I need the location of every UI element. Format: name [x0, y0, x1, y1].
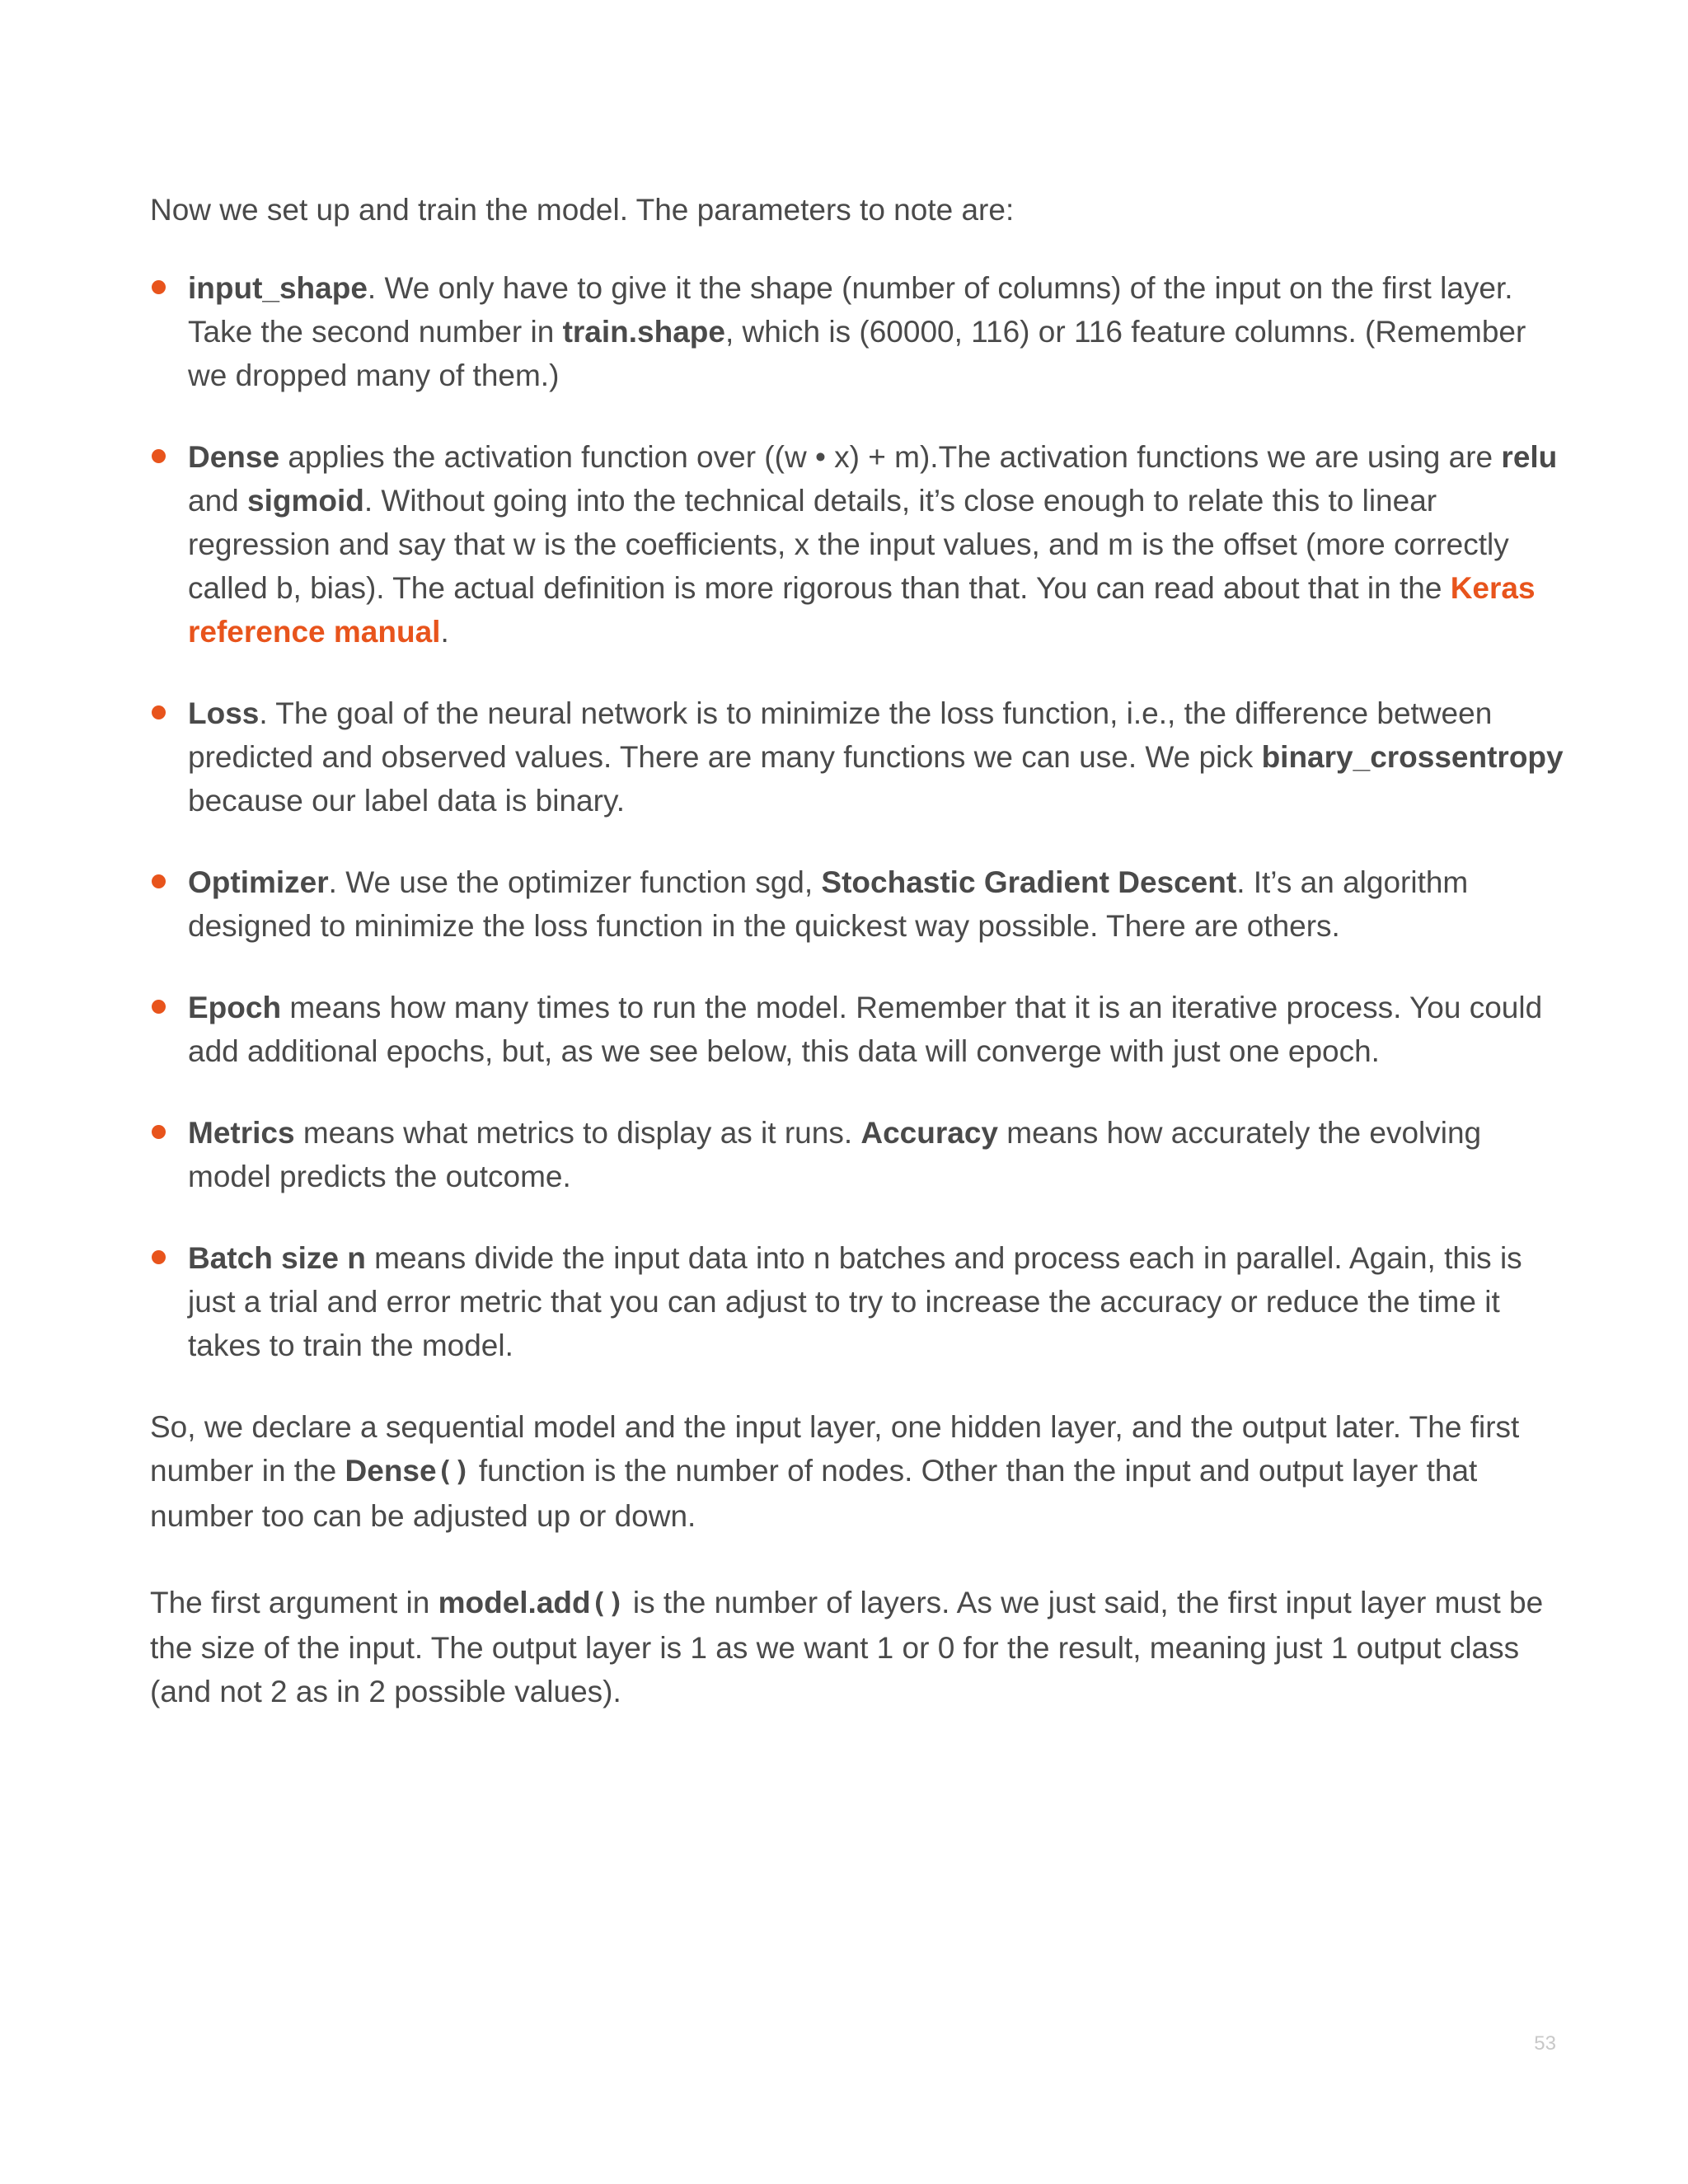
bullet-loss — [150, 691, 1568, 823]
page-number: 53 — [1534, 2032, 1556, 2055]
term-epoch: Epoch — [188, 991, 282, 1024]
term-metrics: Metrics — [188, 1116, 295, 1150]
bullet-text: Dense applies the activation function over ((w • x) + m).The activation functions we are using are relu and sigmoid. Without going into the technical details, it’s close enough to relate this to linear regression and say that w is the coefficients, x the input values, and m is the offset (more correctly called b, bias). The actual definition is more rigorous than that. You can read about that in the Keras reference manual. — [188, 440, 1558, 649]
bullet-dot-icon — [152, 1000, 166, 1014]
bullet-dot-icon — [152, 874, 166, 888]
bullet-dense — [150, 435, 1568, 654]
bullet-text: Optimizer. We use the optimizer function sgd, Stochastic Gradient Descent. It’s an algorithm designed to minimize the loss function in the quickest way possible. There are others. — [188, 865, 1469, 943]
paragraph-sequential-model: So, we declare a sequential model and the input layer, one hidden layer, and the output later. The first number in the Dense() function is the number of nodes. Other than the input and output layer that number too can be adjusted up or down. — [150, 1410, 1520, 1533]
page-content — [150, 188, 1568, 1756]
term-dense: Dense — [188, 440, 280, 474]
bullet-epoch — [150, 986, 1568, 1073]
bullet-text: Metrics means what metrics to display as it runs. Accuracy means how accurately the evolving model predicts the outcome. — [188, 1116, 1482, 1193]
term-optimizer: Optimizer — [188, 865, 329, 899]
term-binary-crossentropy: binary_crossentropy — [1261, 740, 1564, 774]
bullet-metrics — [150, 1111, 1568, 1198]
term-accuracy: Accuracy — [860, 1116, 998, 1150]
bullet-dot-icon — [152, 280, 166, 294]
bullet-optimizer — [150, 860, 1568, 948]
bullet-batch-size — [150, 1236, 1568, 1367]
bullet-text: Batch size n means divide the input data into n batches and process each in parallel. Again, this is just a trial and error metric that you can adjust to try to increase the accuracy or reduce the time it takes to train the model. — [188, 1241, 1522, 1362]
term-sgd: Stochastic Gradient Descent — [821, 865, 1237, 899]
intro-paragraph: Now we set up and train the model. The parameters to note are: — [150, 193, 1015, 227]
term-model-add: model.add — [438, 1586, 591, 1619]
bullet-input-shape — [150, 266, 1568, 397]
bullet-dot-icon — [152, 449, 166, 463]
parameter-list — [150, 266, 1568, 1367]
keras-reference-manual-link[interactable]: Keras reference manual — [188, 571, 1536, 649]
term-train-shape: train.shape — [562, 315, 725, 349]
bullet-dot-icon — [152, 1250, 166, 1264]
bullet-text: Epoch means how many times to run the model. Remember that it is an iterative process. You could add additional epochs, but, as we see below, this data will converge with just one epoch. — [188, 991, 1543, 1068]
term-loss: Loss — [188, 696, 260, 730]
paragraph-model-add: The first argument in model.add() is the number of layers. As we just said, the first input layer must be the size of the input. The output layer is 1 as we want 1 or 0 for the result, meaning just 1 output class (and not 2 as in 2 possible values). — [150, 1586, 1544, 1708]
bullet-dot-icon — [152, 705, 166, 719]
bullet-text: input_shape. We only have to give it the shape (number of columns) of the input on the first layer. Take the second number in train.shape, which is (60000, 116) or 116 feature columns. (Remember we dropped many of them.) — [188, 271, 1526, 392]
bullet-dot-icon — [152, 1125, 166, 1139]
term-relu: relu — [1501, 440, 1558, 474]
bullet-text: Loss. The goal of the neural network is to minimize the loss function, i.e., the difference between predicted and observed values. There are many functions we can use. We pick binary_crossentropy because our label data is binary. — [188, 696, 1564, 818]
term-dense-function: Dense — [345, 1454, 437, 1488]
term-input-shape: input_shape — [188, 271, 368, 305]
term-batch-size: Batch size n — [188, 1241, 366, 1275]
term-sigmoid: sigmoid — [247, 484, 364, 518]
